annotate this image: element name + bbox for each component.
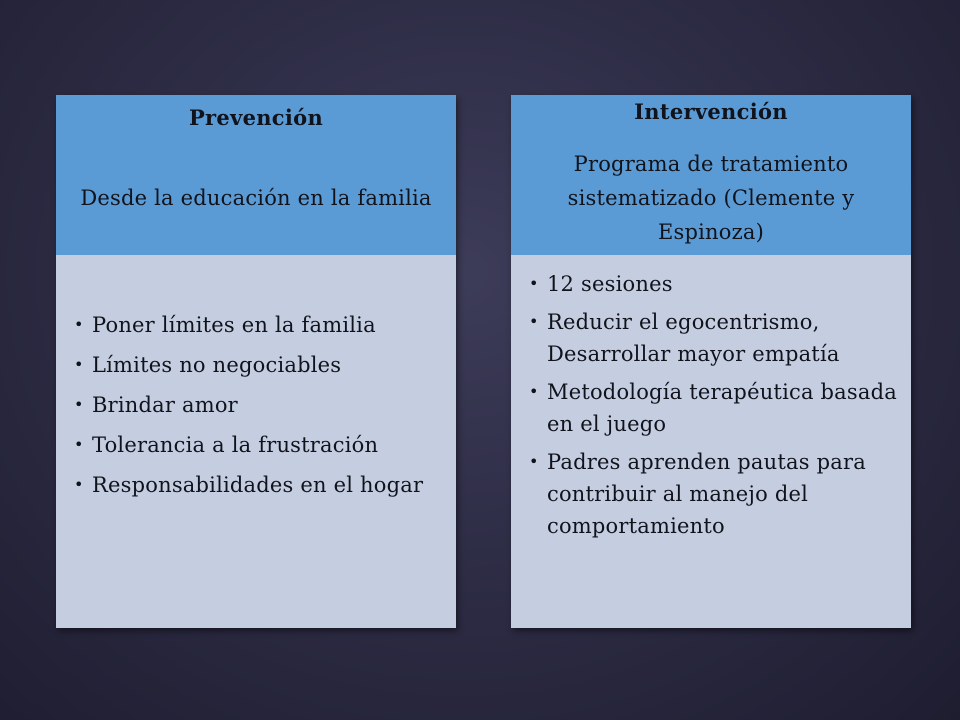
list-item <box>72 349 442 381</box>
bullet-icon: • <box>74 435 84 454</box>
list-item <box>527 376 897 440</box>
prevention-card <box>56 95 456 628</box>
intervention-header <box>511 95 911 255</box>
list-item-text: Reducir el egocentrismo, Desarrollar mayor empatía <box>547 310 840 366</box>
list-item-text: Límites no negociables <box>92 353 342 377</box>
list-item-text: Brindar amor <box>92 393 238 417</box>
bullet-icon: • <box>74 395 84 414</box>
bullet-icon: • <box>529 312 539 331</box>
bullet-icon: • <box>74 355 84 374</box>
bullet-icon: • <box>529 382 539 401</box>
prevention-body <box>56 255 456 628</box>
list-item <box>527 306 897 370</box>
list-item <box>72 429 442 461</box>
list-item-text: Poner límites en la familia <box>92 313 376 337</box>
bullet-icon: • <box>529 452 539 471</box>
list-item-text: 12 sesiones <box>547 272 673 296</box>
bullet-icon: • <box>74 475 84 494</box>
intervention-list <box>527 268 897 548</box>
bullet-icon: • <box>74 315 84 334</box>
bullet-icon: • <box>529 274 539 293</box>
list-item <box>72 469 442 501</box>
list-item-text: Responsabilidades en el hogar <box>92 473 424 497</box>
list-item-text: Metodología terapéutica basada en el juego <box>547 380 897 436</box>
intervention-subtitle: Programa de tratamiento sistematizado (Clemente y Espinoza) <box>567 152 855 244</box>
intervention-title: Intervención <box>634 99 788 124</box>
list-item <box>527 268 897 300</box>
intervention-body <box>511 255 911 628</box>
list-item <box>72 309 442 341</box>
prevention-list <box>72 309 442 509</box>
prevention-subtitle: Desde la educación en la familia <box>80 186 432 210</box>
intervention-card <box>511 95 911 628</box>
prevention-title: Prevención <box>188 105 324 130</box>
list-item-text: Tolerancia a la frustración <box>92 433 379 457</box>
prevention-header <box>56 95 456 255</box>
list-item <box>72 389 442 421</box>
list-item-text: Padres aprenden pautas para contribuir al manejo del comportamiento <box>547 450 866 538</box>
list-item <box>527 446 897 542</box>
